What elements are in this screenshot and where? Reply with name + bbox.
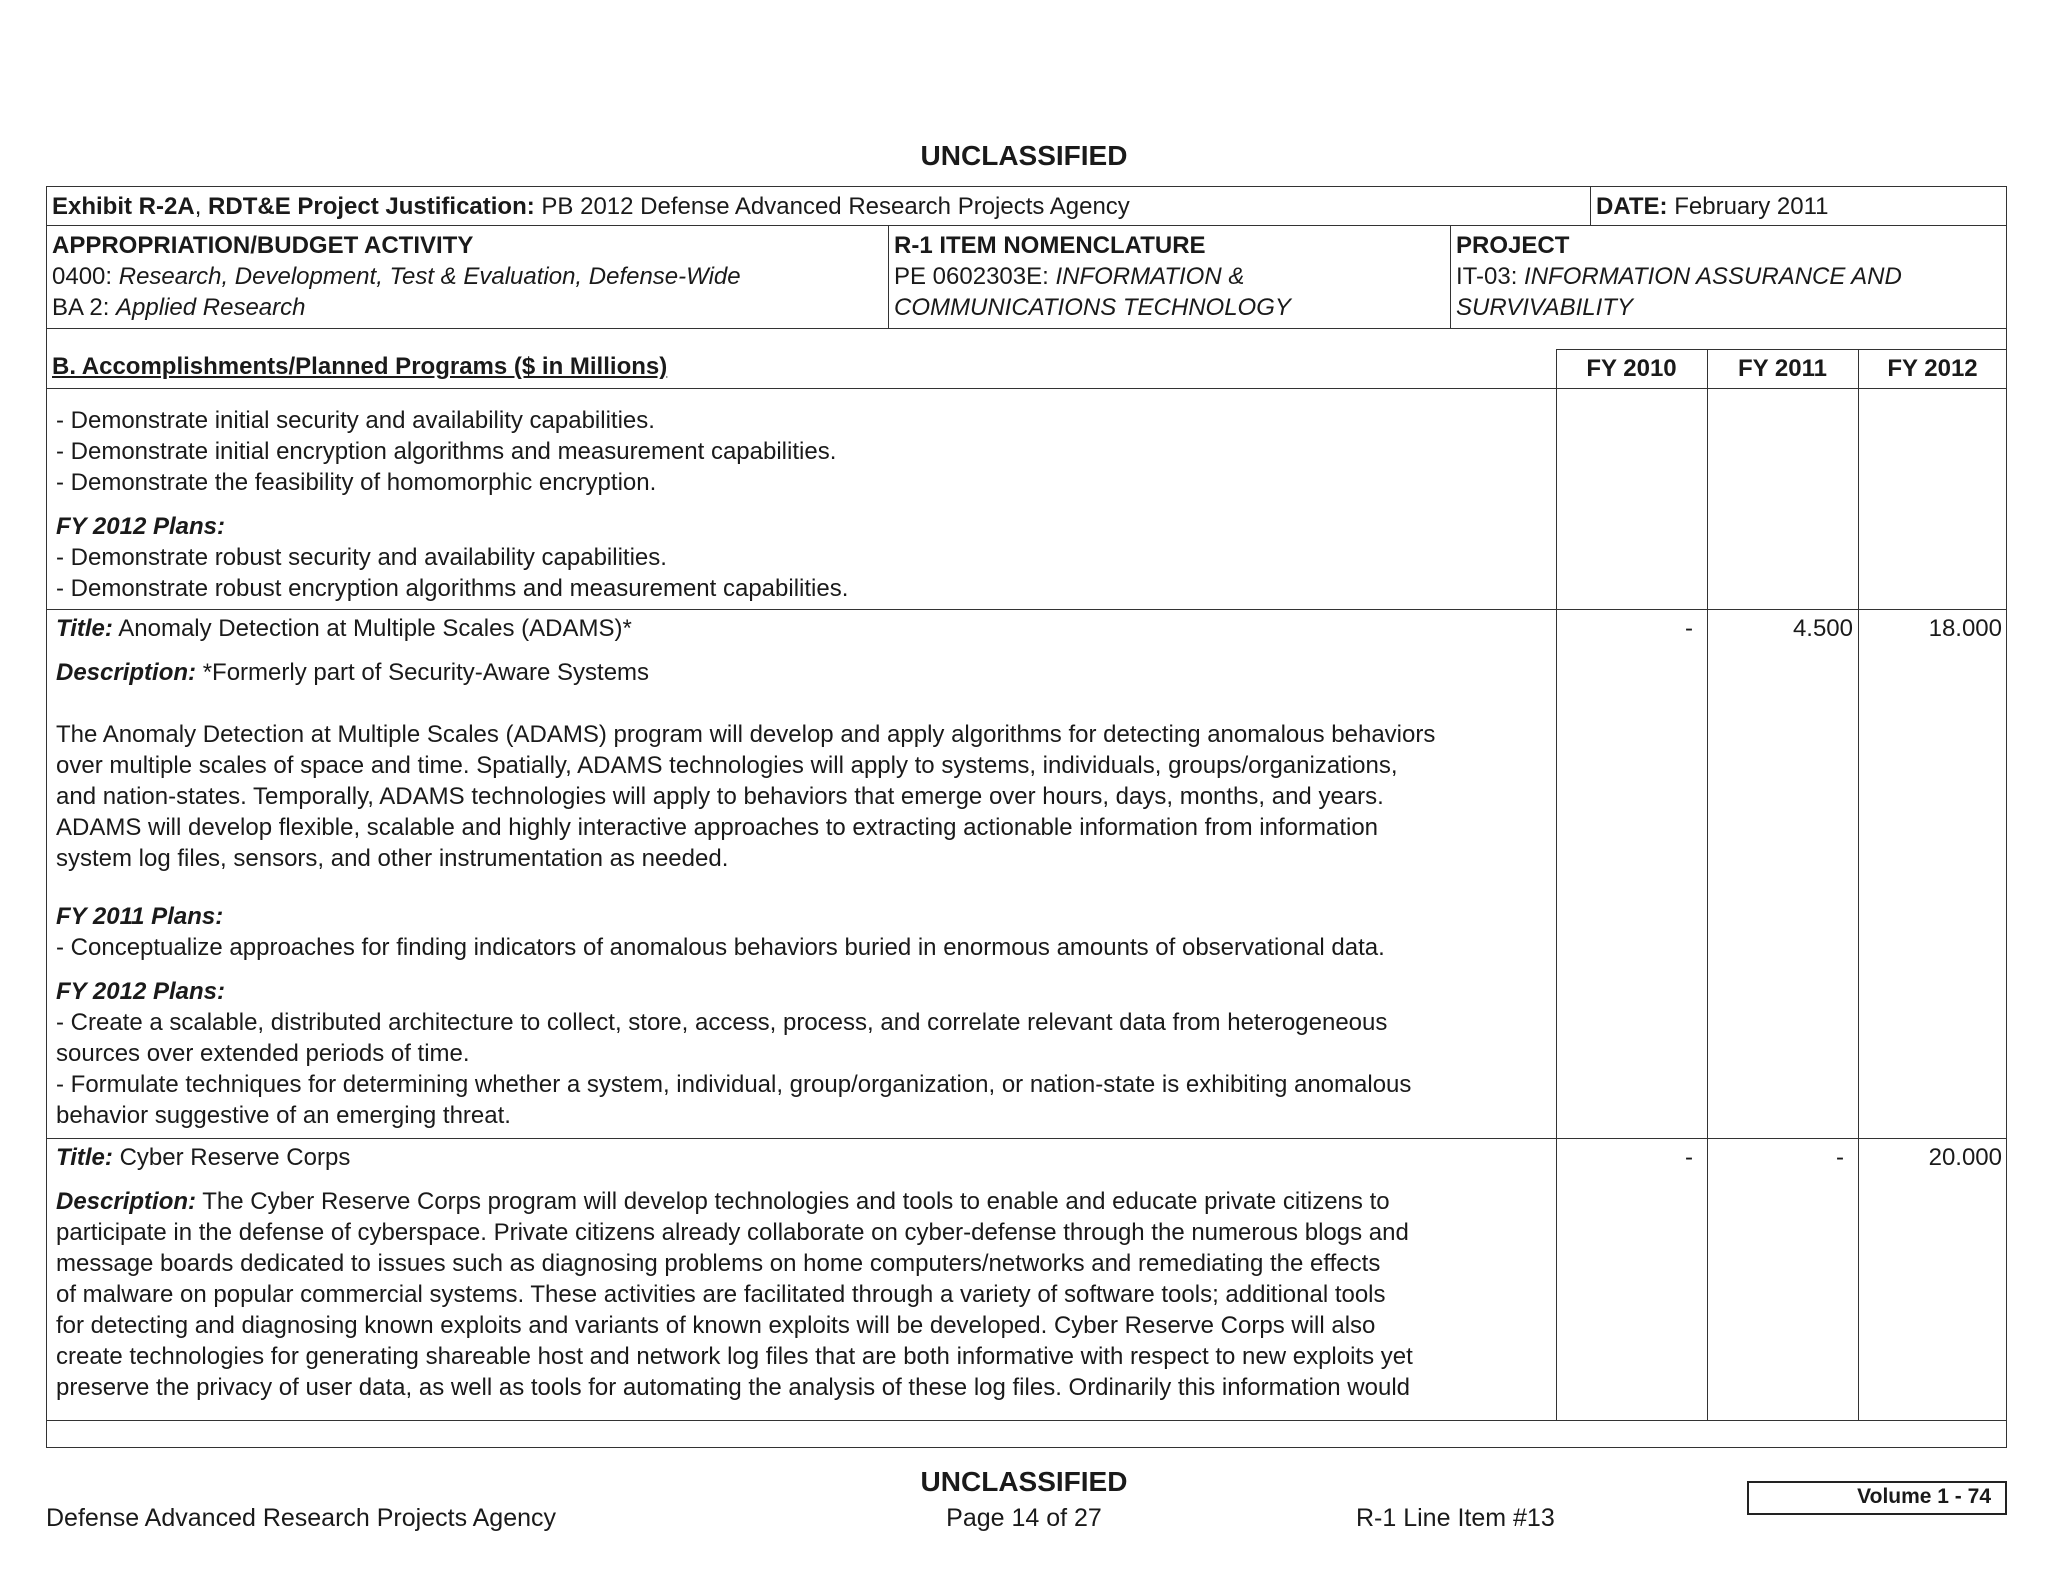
block2-plans2012-label: FY 2012 Plans: [56, 978, 225, 1005]
block1-line-3: - Demonstrate the feasibility of homomorphic encryption. [56, 469, 657, 496]
col-fy2012: FY 2012 [1887, 355, 1978, 382]
vrule-project [1450, 225, 1451, 328]
block2-para-4: ADAMS will develop flexible, scalable and highly interactive approaches to extracting actionable information from information [56, 814, 1379, 841]
rule-block2 [46, 1138, 2007, 1139]
block1-line-2: - Demonstrate initial encryption algorithms and measurement capabilities. [56, 438, 837, 465]
footer-page: Page 14 of 27 [946, 1504, 1102, 1532]
rule-activity [46, 328, 2007, 329]
block2-fy2011: 4.500 [1792, 615, 1853, 642]
vrule-date [1590, 186, 1591, 225]
footer-agency: Defense Advanced Research Projects Agency [46, 1504, 557, 1532]
vrule-fy2010 [1556, 349, 1557, 1420]
classification-top: UNCLASSIFIED [920, 140, 1128, 171]
appropriation-value: Research, Development, Test & Evaluation, Defense-Wide [118, 263, 741, 290]
appropriation-line [52, 261, 741, 292]
block1-plans-label: FY 2012 Plans: [56, 513, 225, 540]
rdte-label: RDT&E Project Justification: [208, 193, 535, 220]
block3-desc-label: Description: [56, 1188, 197, 1215]
block3-title-value: Cyber Reserve Corps [119, 1144, 351, 1171]
r1-line1 [894, 261, 1244, 292]
appropriation-code: 0400: [52, 263, 113, 290]
block3-desc-6: create technologies for generating shareable host and network log files that are both informative with respect to new exploits yet [56, 1343, 1413, 1370]
exhibit-line [52, 191, 1130, 222]
block2-plans2012-line-3: - Formulate techniques for determining whether a system, individual, group/organization, or nation-state is exhibiting anomalous [56, 1071, 1412, 1098]
block3-fy2012: 20.000 [1928, 1144, 2002, 1171]
date-label: DATE: [1596, 193, 1668, 220]
block2-para-3: and nation-states. Temporally, ADAMS technologies will apply to behaviors that emerge over hours, days, months, and years. [56, 783, 1384, 810]
r1-value-1: INFORMATION & [1055, 263, 1245, 290]
block2-para-2: over multiple scales of space and time. Spatially, ADAMS technologies will apply to systems, individuals, groups/organizations, [56, 752, 1398, 779]
block2-plans2012-line-2: sources over extended periods of time. [56, 1040, 470, 1067]
block3-desc-first: The Cyber Reserve Corps program will develop technologies and tools to enable and educate private citizens to [202, 1188, 1390, 1215]
block2-fy2010: - [1685, 615, 1693, 642]
vrule-r1 [888, 225, 889, 328]
date-value: February 2011 [1674, 193, 1829, 220]
r1-value-2: COMMUNICATIONS TECHNOLOGY [894, 294, 1291, 321]
block3-desc-line [56, 1186, 1390, 1217]
rule-header [46, 225, 2007, 226]
block2-para-5: system log files, sensors, and other instrumentation as needed. [56, 845, 729, 872]
r1-label: R-1 ITEM NOMENCLATURE [894, 232, 1206, 259]
project-value-1: INFORMATION ASSURANCE AND [1524, 263, 1902, 290]
block3-desc-2: participate in the defense of cyberspace. Private citizens already collaborate on cyber-defense through the numerous blogs and [56, 1219, 1409, 1246]
project-line1 [1456, 261, 1902, 292]
section-title: B. Accomplishments/Planned Programs ($ in Millions) [52, 353, 668, 380]
project-value-2: SURVIVABILITY [1456, 294, 1633, 321]
block2-plans2012-line-1: - Create a scalable, distributed architecture to collect, store, access, process, and correlate relevant data from heterogeneous [56, 1009, 1388, 1036]
date-line [1596, 191, 1829, 222]
ba-line [52, 292, 306, 323]
block3-title-line [56, 1142, 350, 1173]
block2-title-line [56, 613, 632, 644]
block2-para-1: The Anomaly Detection at Multiple Scales (ADAMS) program will develop and apply algorithms for detecting anomalous behaviors [56, 721, 1436, 748]
project-code: IT-03: [1456, 263, 1518, 290]
rule-col-head-top [1556, 349, 2007, 350]
rule-block3 [46, 1420, 2007, 1421]
rule-block1 [46, 609, 2007, 610]
block3-title-label: Title: [56, 1144, 113, 1171]
ba-value: Applied Research [116, 294, 306, 321]
block3-desc-5: for detecting and diagnosing known exploits and variants of known exploits will be developed. Cyber Reserve Corps will also [56, 1312, 1376, 1339]
col-fy2010: FY 2010 [1586, 355, 1677, 382]
block2-desc-label: Description: [56, 659, 197, 686]
block2-title-value: Anomaly Detection at Multiple Scales (ADAMS)* [118, 615, 632, 642]
block2-plans2011-label: FY 2011 Plans: [56, 903, 224, 930]
block1-line-1: - Demonstrate initial security and availability capabilities. [56, 407, 655, 434]
ba-code: BA 2: [52, 294, 110, 321]
block1-plans-line-2: - Demonstrate robust encryption algorithms and measurement capabilities. [56, 575, 849, 602]
block3-desc-3: message boards dedicated to issues such as diagnosing problems on home computers/networks and remediating the effects [56, 1250, 1381, 1277]
footer-volume-box: Volume 1 - 74 [1747, 1481, 2007, 1515]
block2-desc-line [56, 657, 649, 688]
vrule-fy2012 [1858, 349, 1859, 1420]
project-label: PROJECT [1456, 232, 1570, 259]
classification-bottom: UNCLASSIFIED [920, 1466, 1128, 1497]
block2-desc-value: *Formerly part of Security-Aware Systems [202, 659, 650, 686]
footer-line-item: R-1 Line Item #13 [1356, 1504, 1555, 1532]
block2-plans2011-line-1: - Conceptualize approaches for finding indicators of anomalous behaviors buried in enormous amounts of observational data. [56, 934, 1385, 961]
rdte-value: PB 2012 Defense Advanced Research Projects Agency [541, 193, 1130, 220]
exhibit-sep: , [194, 193, 202, 220]
block1-plans-line-1: - Demonstrate robust security and availability capabilities. [56, 544, 667, 571]
block2-fy2012: 18.000 [1928, 615, 2002, 642]
block3-desc-4: of malware on popular commercial systems. These activities are facilitated through a variety of software tools; additional tools [56, 1281, 1386, 1308]
block3-desc-7: preserve the privacy of user data, as well as tools for automating the analysis of these log files. Ordinarily this information would [56, 1374, 1410, 1401]
col-fy2011: FY 2011 [1738, 355, 1827, 382]
appropriation-label: APPROPRIATION/BUDGET ACTIVITY [52, 232, 474, 259]
block3-fy2010: - [1685, 1144, 1693, 1171]
r1-code: PE 0602303E: [894, 263, 1049, 290]
block2-title-label: Title: [56, 615, 113, 642]
block3-fy2011: - [1836, 1144, 1844, 1171]
vrule-fy2011 [1707, 349, 1708, 1420]
rule-section [46, 388, 2007, 389]
exhibit-label: Exhibit R-2A [52, 193, 195, 220]
block2-plans2012-line-4: behavior suggestive of an emerging threat. [56, 1102, 511, 1129]
